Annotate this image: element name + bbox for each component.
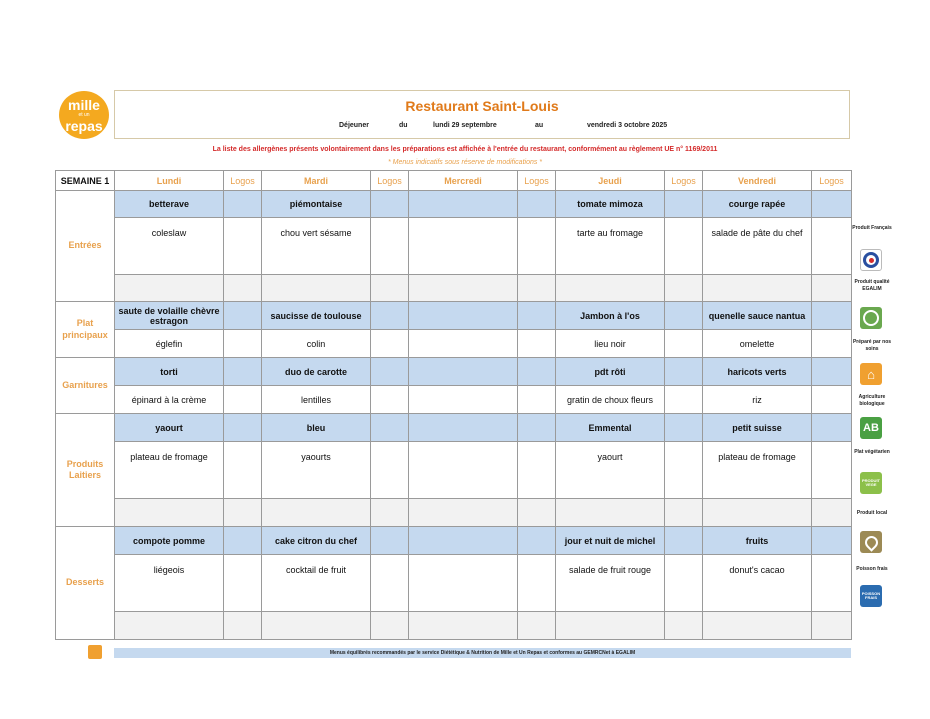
legend-bio-label: Agriculture biologique bbox=[858, 394, 886, 407]
menu-item: chou vert sésame bbox=[262, 218, 371, 275]
logos-header: Logos bbox=[518, 171, 556, 191]
vege-icon: PRODUIT VEGE bbox=[860, 472, 882, 494]
legend-francais-label: Produit Français bbox=[852, 225, 892, 231]
menu-item: riz bbox=[703, 386, 812, 414]
allergen-notice: La liste des allergènes présents volontairement dans les préparations est affichée à l'entrée du restaurant, conformément au règlement UE n° 1169/2011 bbox=[212, 146, 718, 153]
category-plat: Plat principaux bbox=[56, 302, 115, 358]
logos-header: Logos bbox=[224, 171, 262, 191]
menu-item: lentilles bbox=[262, 386, 371, 414]
menu-table bbox=[55, 170, 852, 640]
menu-item: salade de pâte du chef bbox=[703, 218, 812, 275]
egalim-icon bbox=[860, 307, 882, 329]
day-lundi: Lundi bbox=[115, 171, 224, 191]
menu-item: bleu bbox=[262, 414, 371, 442]
day-vendredi: Vendredi bbox=[703, 171, 812, 191]
menu-item: salade de fruit rouge bbox=[556, 555, 665, 612]
menu-item: duo de carotte bbox=[262, 358, 371, 386]
menu-item: jour et nuit de michel bbox=[556, 527, 665, 555]
end-date: vendredi 3 octobre 2025 bbox=[587, 122, 668, 129]
legend-egalim-label: Produit qualité EGALIM bbox=[854, 279, 890, 292]
restaurant-title: Restaurant Saint-Louis bbox=[405, 98, 559, 114]
week-label: SEMAINE 1 bbox=[56, 171, 115, 191]
menu-item: gratin de choux fleurs bbox=[556, 386, 665, 414]
menu-item: haricots verts bbox=[703, 358, 812, 386]
menu-item: pdt rôti bbox=[556, 358, 665, 386]
meal-label: Déjeuner bbox=[339, 122, 369, 129]
menu-item: liégeois bbox=[115, 555, 224, 612]
start-date: lundi 29 septembre bbox=[433, 122, 497, 129]
menu-item: yaourt bbox=[115, 414, 224, 442]
menu-item: piémontaise bbox=[262, 191, 371, 218]
menu-item: betterave bbox=[115, 191, 224, 218]
menu-item: Jambon à l'os bbox=[556, 302, 665, 330]
menu-item: courge rapée bbox=[703, 191, 812, 218]
category-desserts: Desserts bbox=[56, 527, 115, 640]
cocarde-icon bbox=[860, 249, 882, 271]
location-pin-icon bbox=[860, 531, 882, 553]
menu-item: fruits bbox=[703, 527, 812, 555]
category-entrees: Entrées bbox=[56, 191, 115, 302]
menu-item: tomate mimoza bbox=[556, 191, 665, 218]
menu-item: colin bbox=[262, 330, 371, 358]
menu-item: omelette bbox=[703, 330, 812, 358]
menu-item: églefin bbox=[115, 330, 224, 358]
menu-item: plateau de fromage bbox=[703, 442, 812, 499]
mille-repas-small-icon bbox=[88, 645, 102, 659]
logos-header: Logos bbox=[665, 171, 703, 191]
category-laitiers: Produits Laitiers bbox=[56, 414, 115, 527]
menu-item: saucisse de toulouse bbox=[262, 302, 371, 330]
menu-item: coleslaw bbox=[115, 218, 224, 275]
menu-item: saute de volaille chèvre estragon bbox=[115, 302, 224, 330]
ab-bio-icon: AB bbox=[860, 417, 882, 439]
day-mercredi: Mercredi bbox=[409, 171, 518, 191]
menu-item: cake citron du chef bbox=[262, 527, 371, 555]
du-label: du bbox=[399, 122, 408, 129]
menu-item: torti bbox=[115, 358, 224, 386]
menu-item: plateau de fromage bbox=[115, 442, 224, 499]
menu-item: quenelle sauce nantua bbox=[703, 302, 812, 330]
fish-icon: POISSON FRAIS bbox=[860, 585, 882, 607]
menu-item: Emmental bbox=[556, 414, 665, 442]
brand-logo: mille et un repas bbox=[59, 91, 109, 139]
footer-note: Menus équilibrés recommandés par le service Diététique & Nutrition de Mille et Un Repas et conformes au GEMRCNet à EGALIM bbox=[114, 648, 851, 658]
menu-item: lieu noir bbox=[556, 330, 665, 358]
legend-prepare-label: Préparé par nos soins bbox=[852, 339, 892, 352]
menu-item: donut's cacao bbox=[703, 555, 812, 612]
indicatif-notice: * Menus indicatifs sous réserve de modifications * bbox=[387, 159, 543, 166]
menu-item: épinard à la crème bbox=[115, 386, 224, 414]
menu-item: tarte au fromage bbox=[556, 218, 665, 275]
house-icon: ⌂ bbox=[860, 363, 882, 385]
menu-item: yaourts bbox=[262, 442, 371, 499]
menu-item: petit suisse bbox=[703, 414, 812, 442]
logos-header: Logos bbox=[371, 171, 409, 191]
day-mardi: Mardi bbox=[262, 171, 371, 191]
header-row bbox=[56, 171, 852, 191]
legend-local-label: Produit local bbox=[856, 510, 888, 516]
header-box bbox=[114, 90, 850, 139]
legend-poisson-label: Poisson frais bbox=[856, 566, 888, 572]
legend-vege-label: Plat végétarien bbox=[854, 449, 890, 455]
day-jeudi: Jeudi bbox=[556, 171, 665, 191]
category-garnitures: Garnitures bbox=[56, 358, 115, 414]
menu-item: yaourt bbox=[556, 442, 665, 499]
au-label: au bbox=[535, 122, 544, 129]
menu-item: cocktail de fruit bbox=[262, 555, 371, 612]
menu-item: compote pomme bbox=[115, 527, 224, 555]
logos-header: Logos bbox=[812, 171, 852, 191]
